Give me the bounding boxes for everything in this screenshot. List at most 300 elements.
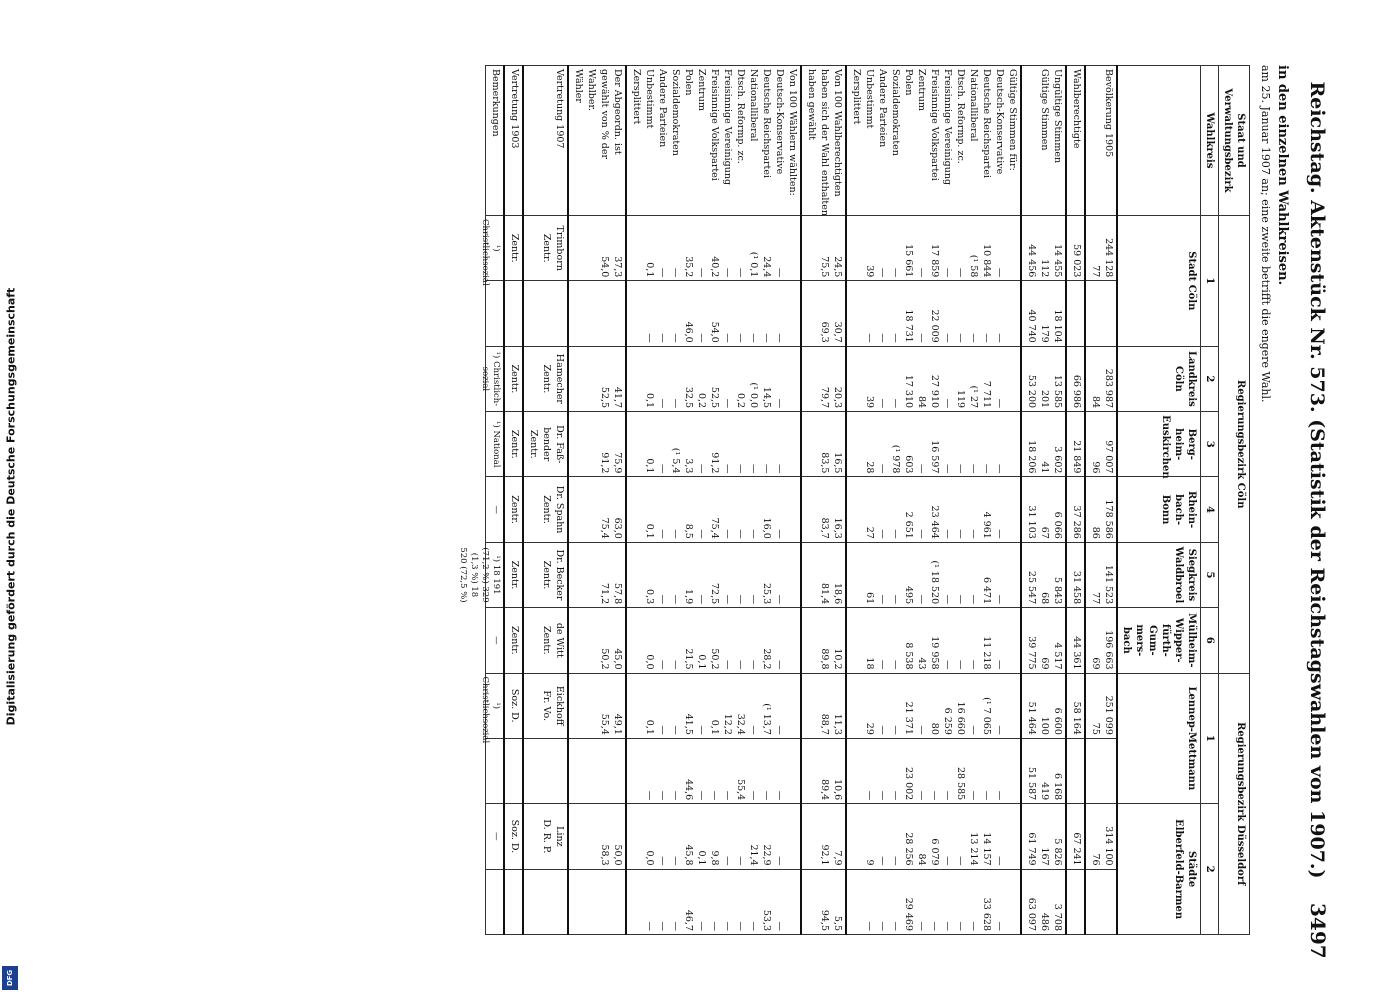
cell-line: —	[774, 398, 785, 409]
cell-line: —	[670, 790, 681, 801]
row-per100-cell	[626, 869, 801, 934]
cell-line: 0,1	[644, 392, 655, 409]
row-elected-share-cell	[568, 542, 626, 607]
cell-line: 6 066	[1052, 511, 1063, 539]
cell-line: —	[877, 398, 888, 409]
cell-line	[610, 873, 623, 931]
cell-line: 11 218	[981, 636, 992, 670]
cell-line: —	[942, 398, 953, 409]
district-name-line: Lennep-Mettmann	[1186, 686, 1197, 791]
cell-line	[785, 611, 798, 669]
cell-line: —	[942, 267, 953, 278]
cell-line: 14 455	[1052, 244, 1063, 278]
row-per100-cell	[626, 477, 801, 542]
cell-value: 37 286	[1071, 505, 1082, 539]
district-name-line: Berg-	[1186, 428, 1197, 460]
cell-line: —	[696, 333, 707, 343]
row-remarks-cell	[486, 608, 505, 673]
row-valid-for-cell	[846, 281, 1021, 346]
cell-line: 6 079	[929, 838, 940, 866]
district-number: 2	[1201, 346, 1219, 411]
cell-line: 7,9	[832, 850, 843, 866]
cell-line: 112	[1039, 259, 1050, 278]
cell-line: —	[748, 594, 759, 605]
table-body	[457, 66, 1118, 935]
cell-line: 61 749	[1026, 832, 1037, 866]
cell-line: —	[722, 660, 733, 670]
cell-line: (¹ 58	[968, 254, 979, 278]
row-abstained-cell	[801, 281, 846, 346]
cell-line: 10 844	[981, 244, 992, 278]
row-eligible-cell	[1066, 804, 1085, 869]
cell-value: Soz. D.	[509, 819, 520, 854]
cell-line: 63,0	[612, 517, 623, 539]
cell-line: —	[657, 725, 668, 735]
cell-line: 72,5	[709, 583, 720, 605]
cell-line: 91,2	[709, 452, 720, 474]
cell-line: 32,5	[683, 386, 694, 409]
row-rep1907-cell	[523, 738, 568, 803]
subtitle-note: am 25. Januar 1907 an; eine zweite betrifft die engere Wahl.	[1259, 65, 1272, 403]
cell-line: —	[748, 921, 759, 931]
row-label-line: Gültige Stimmen	[1039, 69, 1050, 151]
cell-line: 39 775	[1026, 636, 1037, 670]
district-name-line: Mülheim-	[1186, 613, 1197, 668]
row-abstained-cell	[801, 738, 846, 803]
row-rep1903-cell	[504, 216, 523, 281]
row-invalid-valid-cell	[1021, 216, 1066, 281]
district-name	[1117, 477, 1201, 542]
row-remarks-cell	[486, 477, 505, 542]
district-name-line: Bonn	[1160, 494, 1171, 525]
row-eligible-cell	[1066, 346, 1085, 411]
cell-line	[539, 742, 552, 800]
cell-line: —	[916, 921, 927, 931]
cell-line: 178 586	[1103, 499, 1114, 539]
row-label-line: Ungültige Stimmen	[1052, 69, 1063, 164]
cell-line: 44,6	[683, 779, 694, 801]
cell-line: —	[735, 594, 746, 605]
cell-line: —	[864, 790, 875, 801]
row-rep1903-cell	[504, 869, 523, 934]
row-rep1903-cell	[504, 346, 523, 411]
row-valid-for-cell	[846, 804, 1021, 869]
cell-line: —	[890, 529, 901, 539]
cell-value: 59 023	[1071, 244, 1082, 278]
cell-line	[1005, 480, 1018, 538]
cell-line: 179	[1039, 324, 1050, 343]
cell-line: —	[890, 660, 901, 670]
district-name-line: Landkreis	[1186, 351, 1197, 407]
row-label-line: Bemerkungen	[490, 69, 501, 137]
cell-line: 251 099	[1103, 695, 1114, 735]
cell-value	[488, 742, 501, 800]
cell-line: —	[748, 529, 759, 539]
cell-line: Hamecher	[554, 353, 565, 404]
cell-line: 18 206	[1026, 440, 1037, 474]
cell-line: 68	[1039, 592, 1050, 605]
row-per100-cell	[626, 542, 801, 607]
cell-line: 6 600	[1052, 707, 1063, 735]
cell-line: 0,2	[735, 392, 746, 409]
row-label-line: Deutsche Reichspartei	[981, 69, 992, 179]
row-label-line: Der Abgeordn. ist	[612, 69, 623, 155]
row-elected-share-cell	[568, 608, 626, 673]
row-label-line: Freisinnige Vereinigung	[942, 69, 953, 186]
row-valid-for-cell	[846, 869, 1021, 934]
cell-line: —	[774, 463, 785, 474]
cell-line: 50,2	[599, 648, 610, 670]
cell-line: —	[994, 333, 1005, 343]
header-row-numbers	[1201, 66, 1219, 935]
cell-line: —	[670, 660, 681, 670]
cell-line: 91,2	[599, 452, 610, 474]
cell-line: 0,0	[644, 850, 655, 866]
row-label-line: Von 100 Wählern wählten:	[787, 69, 798, 196]
row-eligible-label	[1066, 66, 1085, 216]
cell-line: 53 200	[1026, 374, 1037, 409]
cell-line: 28	[864, 461, 875, 474]
cell-value	[1069, 873, 1082, 931]
cell-line	[1088, 873, 1101, 931]
cell-line: (¹ 13,7	[761, 703, 772, 735]
cell-line: 28,2	[761, 648, 772, 670]
cell-line: 50,2	[709, 648, 720, 670]
cell-line: Dr. Faß-	[554, 425, 565, 464]
cell-line: —	[994, 921, 1005, 931]
cell-line	[1005, 677, 1018, 735]
cell-line: 83,5	[819, 452, 830, 474]
cell-line: 25,3	[761, 583, 772, 605]
row-invalid-valid-cell	[1021, 281, 1066, 346]
cell-line: 77	[1090, 265, 1101, 278]
cell-line: 17 859	[929, 244, 940, 278]
row-elected-share	[568, 66, 626, 935]
district-name	[1117, 346, 1201, 411]
cell-line: (¹ 18 520	[929, 560, 940, 605]
cell-line: —	[722, 790, 733, 801]
cell-line: 10,2	[832, 648, 843, 670]
cell-line: 40,2	[709, 256, 720, 278]
cell-line: 13 585	[1052, 374, 1063, 409]
cell-line: —	[981, 463, 992, 474]
cell-line: 21,4	[748, 844, 759, 866]
cell-line: —	[877, 725, 888, 735]
row-label-line: haben sich der Wahl enthalten	[819, 69, 830, 216]
cell-line: —	[722, 267, 733, 278]
cell-value: ¹) National	[491, 421, 501, 468]
cell-line: (¹ 5,4	[670, 447, 681, 474]
cell-value: ¹) Christlichsozial	[479, 219, 501, 286]
cell-line: 54,0	[599, 256, 610, 278]
cell-line: 13 214	[968, 832, 979, 866]
cell-line: 39	[864, 265, 875, 278]
cell-line: 75,9	[612, 452, 623, 474]
row-invalid-valid-cell	[1021, 608, 1066, 673]
cell-line: —	[994, 725, 1005, 735]
cell-line: —	[670, 594, 681, 605]
district-name-line: Stadt Cöln	[1186, 251, 1197, 311]
cell-line: 603	[903, 455, 914, 474]
cell-line: 69	[1039, 657, 1050, 670]
row-label-line: Dtsch. Reformp. zc.	[735, 69, 746, 164]
cell-line: 3 602	[1052, 446, 1063, 474]
cell-line: 14,5	[761, 386, 772, 409]
cell-line: 0,1	[696, 850, 707, 866]
cell-line	[597, 873, 610, 931]
cell-line: 6 471	[981, 576, 992, 605]
row-valid-for-cell	[846, 477, 1021, 542]
row-elected-share-cell	[568, 412, 626, 477]
cell-line	[1005, 742, 1018, 800]
cell-line: 28 585	[955, 766, 966, 801]
cell-line: —	[644, 333, 655, 343]
cell-line: —	[670, 529, 681, 539]
cell-line: 27 910	[929, 374, 940, 409]
cell-line: Zentr.	[541, 495, 552, 524]
cell-value: 66 986	[1071, 374, 1082, 409]
row-rep1907-label	[523, 66, 568, 216]
row-label-line: Freisinnige Volkspartei	[709, 69, 720, 181]
row-rep1903-cell	[504, 673, 523, 738]
cell-line: —	[968, 790, 979, 801]
cell-line: 12,2	[722, 713, 733, 735]
cell-line	[610, 742, 623, 800]
row-population-cell	[1085, 608, 1117, 673]
cell-line: —	[722, 594, 733, 605]
row-rep1907-cell	[523, 608, 568, 673]
cell-value	[507, 284, 520, 342]
row-label-line: Freisinnige Vereinigung	[722, 69, 733, 186]
cell-value: ¹) 18 191 (71,2 %) 329 (1,3 %) 18 520 (72,5 %)	[457, 547, 501, 603]
cell-line	[552, 284, 565, 342]
cell-line: 75,4	[709, 517, 720, 539]
cell-line: 46,0	[683, 321, 694, 343]
cell-line: —	[735, 856, 746, 866]
row-invalid-valid-cell	[1021, 804, 1066, 869]
cell-line: —	[722, 333, 733, 343]
cell-line: 25 547	[1026, 570, 1037, 605]
row-eligible-cell	[1066, 281, 1085, 346]
row-invalid-valid-cell	[1021, 346, 1066, 411]
cell-value: Zentr.	[509, 625, 520, 655]
row-rep1907-cell	[523, 477, 568, 542]
cell-line: —	[968, 921, 979, 931]
cell-line: 51 587	[1026, 766, 1037, 801]
cell-value: —	[491, 832, 501, 841]
cell-line: —	[929, 790, 940, 801]
cell-line: 52,5	[709, 386, 720, 409]
cell-line: —	[670, 267, 681, 278]
row-abstained-cell	[801, 216, 846, 281]
district-name	[1117, 608, 1201, 673]
row-population-cell	[1085, 216, 1117, 281]
cell-line: —	[735, 529, 746, 539]
row-abstained-cell	[801, 477, 846, 542]
cell-line: —	[774, 856, 785, 866]
cell-line: —	[657, 856, 668, 866]
row-label-line: Dtsch. Reformp. zc.	[955, 69, 966, 164]
cell-line: 29	[864, 722, 875, 735]
row-eligible-cell	[1066, 673, 1085, 738]
row-label-line: Zentrum	[696, 69, 707, 111]
cell-line: —	[981, 790, 992, 801]
cell-line: —	[657, 660, 668, 670]
cell-line: (¹ 0,1	[748, 251, 759, 278]
row-valid-for-cell	[846, 608, 1021, 673]
row-population-cell	[1085, 738, 1117, 803]
cell-line: 53,3	[761, 909, 772, 931]
cell-line	[785, 873, 798, 931]
row-label-line: Sozialdemokraten	[890, 69, 901, 156]
row-valid-for-cell	[846, 673, 1021, 738]
row-per100-label	[626, 66, 801, 216]
cell-line: 84	[1090, 395, 1101, 409]
cell-line: 283 987	[1103, 368, 1114, 409]
cell-line: 16 660	[955, 701, 966, 735]
cell-line: —	[722, 529, 733, 539]
cell-line: 80	[929, 722, 940, 735]
cell-line: —	[774, 267, 785, 278]
row-population-cell	[1085, 412, 1117, 477]
cell-value: —	[491, 636, 501, 645]
cell-line: —	[942, 463, 953, 474]
cell-line: 24,4	[761, 256, 772, 278]
cell-line: 35,2	[683, 256, 694, 278]
cell-line: 84	[916, 853, 927, 866]
cell-line: 81,4	[819, 583, 830, 605]
row-population-cell	[1085, 542, 1117, 607]
cell-line: 495	[903, 586, 914, 605]
cell-value: 67 241	[1071, 832, 1082, 866]
cell-line: —	[916, 463, 927, 474]
cell-line: —	[890, 921, 901, 931]
cell-line	[785, 415, 798, 473]
district-name	[1117, 542, 1201, 607]
cell-line: —	[696, 790, 707, 801]
cell-line: —	[877, 594, 888, 605]
district-name	[1117, 216, 1201, 347]
cell-line: —	[670, 856, 681, 866]
cell-line: —	[709, 921, 720, 931]
cell-line: 4 961	[981, 511, 992, 539]
district-name	[1117, 804, 1201, 935]
row-label-line: Sozialdemokraten	[670, 69, 681, 156]
cell-line	[785, 807, 798, 865]
cell-line: 14 157	[981, 832, 992, 866]
row-label-line: Bevölkerung 1905	[1103, 69, 1114, 158]
row-eligible-cell	[1066, 477, 1085, 542]
row-invalid-valid-cell	[1021, 477, 1066, 542]
cell-line: 41,5	[683, 713, 694, 735]
district-name	[1117, 412, 1201, 477]
cell-line: 77	[1090, 592, 1101, 605]
row-remarks-cell	[486, 281, 505, 346]
cell-line: 41,7	[612, 386, 623, 409]
cell-line: 0,1	[696, 654, 707, 670]
cell-line: 41	[1039, 461, 1050, 474]
cell-line: 5 826	[1052, 838, 1063, 866]
cell-line: —	[748, 660, 759, 670]
cell-value: Zentr.	[509, 364, 520, 394]
cell-line: 18 104	[1052, 309, 1063, 343]
row-label-line: Zersplittert	[631, 69, 642, 125]
row-abstained-cell	[801, 804, 846, 869]
cell-line: —	[994, 529, 1005, 539]
row-eligible-cell	[1066, 542, 1085, 607]
cell-line: 43	[916, 657, 927, 670]
cell-line: 58,3	[599, 844, 610, 866]
cell-line: 32,4	[735, 713, 746, 735]
row-remarks-cell	[486, 804, 505, 869]
row-elected-share-cell	[568, 216, 626, 281]
cell-line	[1101, 284, 1114, 342]
row-remarks-cell	[486, 738, 505, 803]
cell-line: —	[968, 594, 979, 605]
cell-line: —	[955, 529, 966, 539]
cell-line: Fr. Vo.	[541, 690, 552, 722]
cell-line: 89,8	[819, 648, 830, 670]
row-per100	[626, 66, 801, 935]
cell-line: —	[696, 725, 707, 735]
cell-line: 30,7	[832, 321, 843, 343]
row-rep1903-cell	[504, 804, 523, 869]
cell-line: —	[657, 463, 668, 474]
cell-line: 52,5	[599, 386, 610, 409]
district-number: 2	[1201, 804, 1219, 935]
row-valid-for-cell	[846, 542, 1021, 607]
cell-line: —	[955, 660, 966, 670]
cell-line: 63 097	[1026, 897, 1037, 931]
cell-line: —	[657, 594, 668, 605]
cell-line: —	[657, 790, 668, 801]
row-elected-share-cell	[568, 738, 626, 803]
cell-line: Zentr.	[541, 364, 552, 394]
row-label-line: Wähler	[573, 69, 584, 103]
row-label-line: Deutsch-Konservative	[774, 69, 785, 175]
cell-line: 94,5	[819, 909, 830, 931]
cell-line: Zentr.	[541, 625, 552, 655]
cell-line: 24,5	[832, 256, 843, 278]
cell-line	[1005, 546, 1018, 604]
cell-line: —	[916, 594, 927, 605]
row-abstained-cell	[801, 542, 846, 607]
cell-line: —	[696, 267, 707, 278]
cell-line: —	[942, 856, 953, 866]
cell-line: —	[774, 725, 785, 735]
cell-value	[507, 873, 520, 931]
page-title: Reichstag. Aktenstück Nr. 573. (Statistik der Reichstagswahlen von 1907.)	[1306, 81, 1328, 879]
row-label-line: Zentrum	[916, 69, 927, 111]
row-valid-for-cell	[846, 216, 1021, 281]
row-label-line: Nationalliberal	[968, 69, 979, 142]
row-rep1907-cell	[523, 673, 568, 738]
cell-line: 33 628	[981, 897, 992, 931]
row-abstained	[801, 66, 846, 935]
row-remarks-cell	[486, 412, 505, 477]
cell-value	[488, 873, 501, 931]
cell-line: 21,5	[683, 648, 694, 670]
cell-line: —	[735, 921, 746, 931]
cell-line	[552, 742, 565, 800]
cell-line: —	[890, 267, 901, 278]
cell-line: —	[890, 790, 901, 801]
cell-line: (¹ 27	[968, 385, 979, 409]
cell-line	[785, 546, 798, 604]
cell-line: —	[994, 856, 1005, 866]
cell-line: 22 009	[929, 309, 940, 343]
cell-line: —	[670, 725, 681, 735]
